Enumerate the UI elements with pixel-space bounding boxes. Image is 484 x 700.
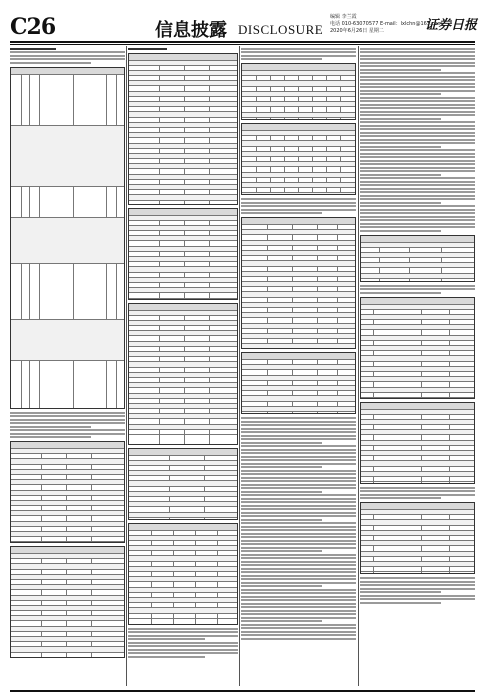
data-table bbox=[241, 352, 356, 414]
data-table bbox=[360, 297, 475, 399]
masthead bbox=[0, 0, 484, 46]
data-table bbox=[360, 402, 475, 484]
data-table bbox=[241, 63, 356, 120]
data-table bbox=[128, 53, 238, 205]
data-table bbox=[10, 67, 125, 409]
data-table bbox=[128, 303, 238, 445]
data-table bbox=[241, 217, 356, 349]
data-table bbox=[360, 235, 475, 282]
section-title-en: DISCLOSURE bbox=[238, 22, 324, 37]
data-table bbox=[360, 502, 475, 574]
date-line: 2020年6月26日 星期二 bbox=[330, 28, 384, 34]
content-columns bbox=[10, 46, 475, 686]
data-table bbox=[128, 448, 238, 520]
footer-rule bbox=[10, 690, 475, 692]
page-number: C26 bbox=[10, 14, 56, 40]
column-3 bbox=[241, 46, 356, 686]
column-divider bbox=[126, 46, 127, 686]
data-table bbox=[128, 208, 238, 300]
text-line bbox=[10, 48, 56, 50]
column-2 bbox=[128, 46, 238, 686]
masthead-rule-thin bbox=[10, 44, 475, 45]
column-1 bbox=[10, 46, 125, 686]
contact-line: 电话 010-63070577 E-mail：lxlchn@163.com bbox=[330, 21, 443, 27]
column-divider bbox=[358, 46, 359, 686]
column-divider bbox=[239, 46, 240, 686]
masthead-rule bbox=[10, 41, 475, 43]
data-table bbox=[10, 546, 125, 658]
editor-line: 编辑 李兰霞 bbox=[330, 14, 357, 20]
data-table bbox=[128, 523, 238, 625]
data-table bbox=[10, 441, 125, 543]
section-title-cn: 信息披露 bbox=[155, 20, 227, 41]
newspaper-logo: 证券日报 bbox=[425, 18, 478, 33]
data-table bbox=[241, 123, 356, 195]
column-4 bbox=[360, 46, 475, 686]
